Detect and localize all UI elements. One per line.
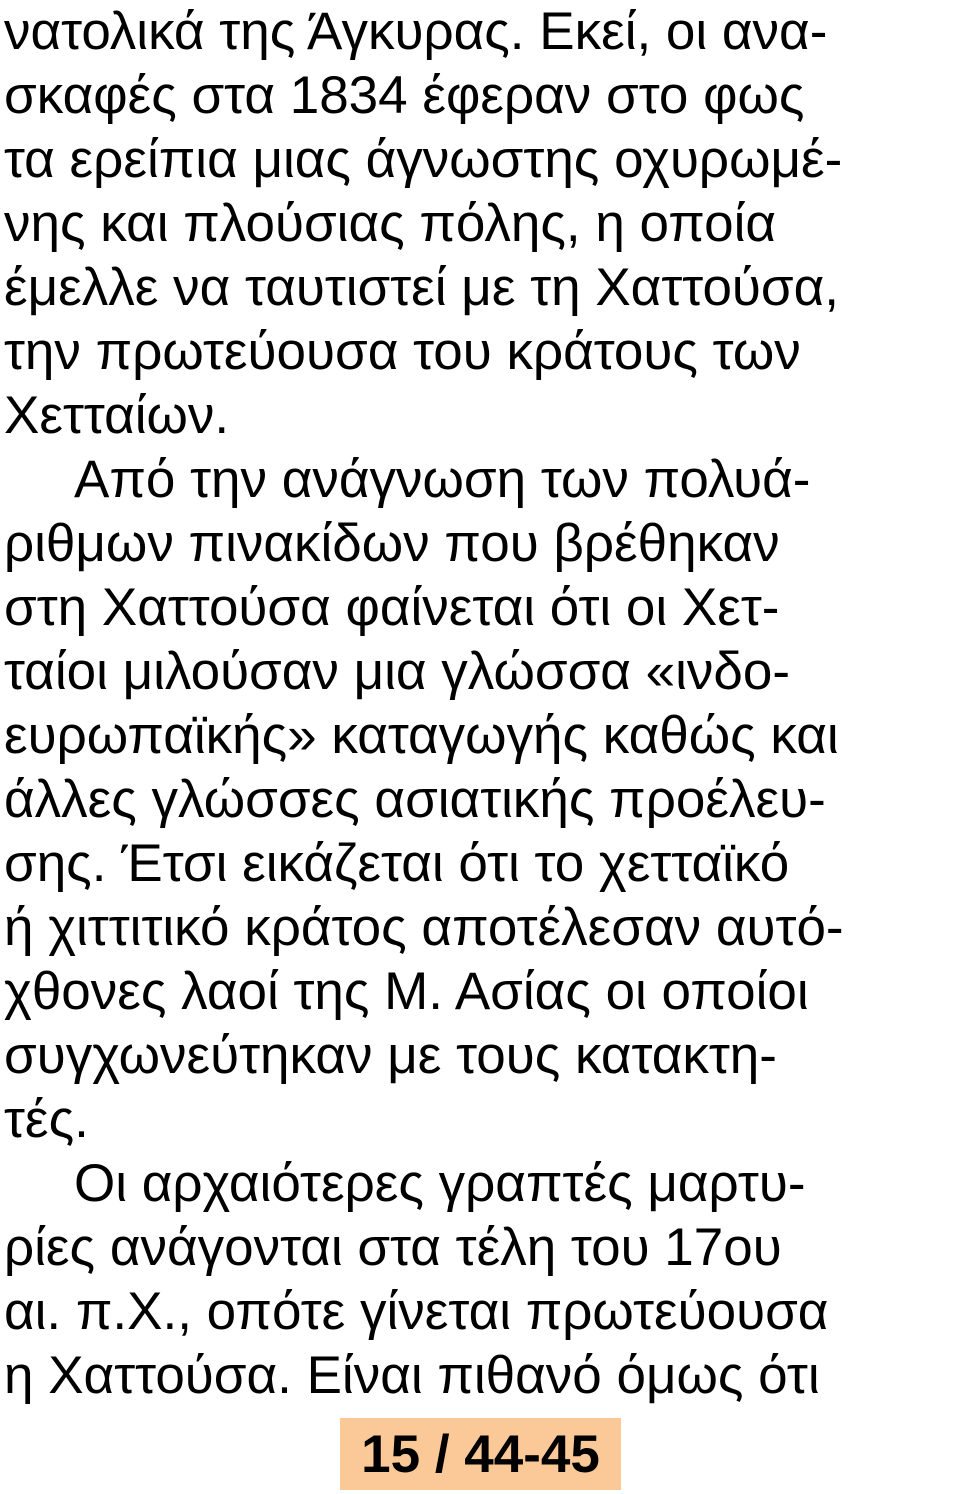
text-line: χθονες λαοί της Μ. Ασίας οι οποίοι <box>4 962 809 1021</box>
page-counter <box>340 1418 621 1490</box>
text-line: σκαφές στα 1834 έφεραν στο φως <box>4 66 805 125</box>
text-line: στη Χαττούσα φαίνεται ότι οι Χετ- <box>4 578 780 637</box>
text-line: ευρωπαϊκής» καταγωγής καθώς και <box>4 706 839 765</box>
paragraph-start-line: Οι αρχαιότερες γραπτές μαρτυ- <box>74 1154 806 1213</box>
text-line: έμελλε να ταυτιστεί με τη Χαττούσα, <box>4 258 839 317</box>
text-line: ή χιττιτικό κράτος αποτέλεσαν αυτό- <box>4 898 844 957</box>
text-line: ρίες ανάγονται στα τέλη του 17ου <box>4 1218 782 1277</box>
text-line: νης και πλούσιας πόλης, η οποία <box>4 194 776 253</box>
page-counter-label: 15 / 44-45 <box>361 1424 600 1484</box>
text-line: την πρωτεύουσα του κράτους των <box>4 322 801 381</box>
text-line: Χετταίων. <box>4 386 230 445</box>
text-line: νατολικά της Άγκυρας. Εκεί, οι ανα- <box>4 2 828 61</box>
body-text <box>4 0 960 1408</box>
text-line: σης. Έτσι εικάζεται ότι το χετταϊκό <box>4 834 790 893</box>
text-line: ταίοι μιλούσαν μια γλώσσα «ινδο- <box>4 642 791 701</box>
paragraph-start-line: Από την ανάγνωση των πολυά- <box>74 450 811 509</box>
text-line: ριθμων πινακίδων που βρέθηκαν <box>4 514 780 573</box>
text-line: η Χαττούσα. Είναι πιθανό όμως ότι <box>4 1346 820 1405</box>
text-line: άλλες γλώσσες ασιατικής προέλευ- <box>4 770 826 829</box>
text-line: αι. π.Χ., οπότε γίνεται πρωτεύουσα <box>4 1282 829 1341</box>
text-line: τές. <box>4 1090 89 1149</box>
text-line: τα ερείπια μιας άγνωστης οχυρωμέ- <box>4 130 843 189</box>
text-line: συγχωνεύτηκαν με τους κατακτη- <box>4 1026 777 1085</box>
